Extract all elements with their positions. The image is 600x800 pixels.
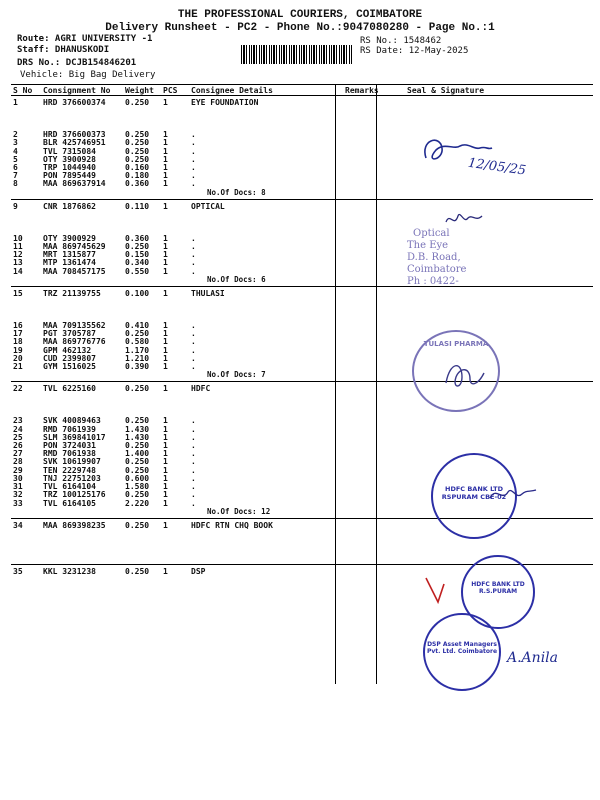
cell-consignee: . — [191, 329, 196, 339]
cell-weight: 1.430 — [125, 424, 150, 434]
cell-weight: 1.580 — [125, 482, 150, 492]
cell-remarks — [343, 259, 387, 267]
cell-sno: 28 — [13, 457, 23, 467]
cell-remarks — [343, 172, 387, 180]
cell-consignment: MAA 869745629 — [43, 242, 106, 252]
cell-consignment: KKL 3231238 — [43, 566, 96, 576]
company-name: THE PROFESSIONAL COURIERS, COIMBATORE — [177, 9, 423, 21]
cell-sno: 19 — [13, 345, 23, 355]
cell-sno: 7 — [13, 171, 18, 181]
cell-remarks — [343, 426, 387, 434]
cell-remarks — [343, 156, 387, 164]
cell-weight: 1.430 — [125, 432, 150, 442]
cell-consignee: HDFC — [191, 384, 211, 394]
cell-signature — [387, 417, 593, 425]
cell-sno: 15 — [13, 288, 23, 298]
cell-pcs: 1 — [163, 520, 168, 530]
cell-consignment: TVL 7315084 — [43, 146, 96, 156]
cell-weight: 0.250 — [125, 242, 150, 252]
cell-consignee: . — [191, 345, 196, 355]
cell-consignee: . — [191, 432, 196, 442]
cell-consignee: . — [191, 482, 196, 492]
cell-sno: 23 — [13, 416, 23, 426]
cell-consignment: TVL 6164105 — [43, 498, 96, 508]
cell-sno: 32 — [13, 490, 23, 500]
docs-count: No.Of Docs: 12 — [207, 506, 271, 516]
cell-pcs: 1 — [163, 258, 168, 268]
cell-pcs: 1 — [163, 250, 168, 260]
cell-remarks — [343, 139, 387, 147]
cell-pcs: 1 — [163, 457, 168, 467]
cell-pcs: 1 — [163, 321, 168, 331]
cell-weight: 0.600 — [125, 473, 150, 483]
signature-dsp — [505, 640, 575, 670]
cell-sno: 26 — [13, 441, 23, 451]
cell-weight: 0.580 — [125, 337, 150, 347]
cell-weight: 0.250 — [125, 138, 150, 148]
cell-consignee: . — [191, 441, 196, 451]
cell-consignee: . — [191, 146, 196, 156]
runsheet-title: Delivery Runsheet - PC2 - Phone No.:9047080280 - Page No.:1 — [105, 22, 495, 34]
table-row — [11, 180, 593, 188]
dsp-stamp: DSP Asset Managers Pvt. Ltd. Coimbatore — [423, 613, 501, 691]
cell-consignment: RMD 7061938 — [43, 449, 96, 459]
cell-pcs: 1 — [163, 345, 168, 355]
cell-weight: 0.250 — [125, 490, 150, 500]
cell-consignment: SLM 369841017 — [43, 432, 106, 442]
cell-pcs: 1 — [163, 233, 168, 243]
cell-pcs: 1 — [163, 465, 168, 475]
cell-remarks — [343, 417, 387, 425]
cell-remarks — [343, 483, 387, 491]
cell-weight: 0.250 — [125, 384, 150, 394]
cell-sno: 3 — [13, 138, 18, 148]
cell-remarks — [343, 96, 387, 108]
cell-remarks — [343, 148, 387, 156]
cell-remarks — [343, 518, 387, 530]
cell-pcs: 1 — [163, 179, 168, 189]
cell-consignment: MAA 869637914 — [43, 179, 106, 189]
col-remarks: Remarks — [343, 85, 387, 96]
table-row — [11, 268, 593, 276]
signature-1 — [418, 120, 528, 180]
cell-weight: 0.250 — [125, 98, 150, 107]
cell-weight: 1.170 — [125, 345, 150, 355]
cell-consignment: TEN 2229748 — [43, 465, 96, 475]
table-row — [11, 251, 593, 259]
cell-weight: 0.250 — [125, 441, 150, 451]
cell-weight: 0.100 — [125, 288, 150, 298]
cell-consignee: HDFC RTN CHQ BOOK — [191, 520, 273, 530]
docs-count — [189, 530, 593, 565]
drs-number: DRS No.: DCJB154846201 — [17, 58, 137, 68]
cell-consignment: HRD 376600373 — [43, 130, 106, 140]
cell-consignment: PGT 3705787 — [43, 329, 96, 339]
cell-weight: 0.250 — [125, 465, 150, 475]
cell-sno: 1 — [13, 98, 18, 107]
cell-consignee: . — [191, 258, 196, 268]
docs-row — [11, 371, 593, 382]
cell-weight: 0.250 — [125, 329, 150, 339]
signature-3 — [440, 355, 500, 395]
cell-weight: 0.250 — [125, 457, 150, 467]
cell-consignee: . — [191, 171, 196, 181]
table-row — [11, 243, 593, 251]
cell-weight: 0.340 — [125, 258, 150, 268]
cell-sno: 24 — [13, 424, 23, 434]
table-row — [11, 199, 593, 211]
cell-signature — [387, 322, 593, 330]
col-signature: Seal & Signature — [387, 85, 593, 96]
cell-sno: 10 — [13, 233, 23, 243]
vehicle: Vehicle: Big Bag Delivery — [20, 70, 156, 80]
table-row — [11, 347, 593, 355]
cell-pcs: 1 — [163, 482, 168, 492]
cell-pcs: 1 — [163, 171, 168, 181]
cell-remarks — [343, 450, 387, 458]
cell-consignee: . — [191, 154, 196, 164]
spacer-row — [11, 298, 593, 322]
spacer-row — [11, 211, 593, 235]
red-check-mark — [424, 574, 454, 608]
cell-remarks — [343, 131, 387, 139]
cell-pcs: 1 — [163, 353, 168, 363]
cell-signature — [387, 442, 593, 450]
cell-pcs: 1 — [163, 201, 168, 211]
cell-consignment: MAA 709135562 — [43, 321, 106, 331]
cell-consignment: TVL 6164104 — [43, 482, 96, 492]
cell-pcs: 1 — [163, 138, 168, 148]
cell-weight: 0.250 — [125, 146, 150, 156]
cell-sno: 6 — [13, 163, 18, 173]
col-weight: Weight — [123, 85, 161, 96]
docs-count: No.Of Docs: 7 — [207, 370, 266, 380]
cell-weight: 0.250 — [125, 566, 150, 576]
cell-sno: 8 — [13, 179, 18, 189]
rs-date: RS Date: 12-May-2025 — [360, 46, 469, 56]
cell-consignment: PON 3724031 — [43, 441, 96, 451]
cell-pcs: 1 — [163, 163, 168, 173]
cell-remarks — [343, 268, 387, 276]
cell-consignment: GYM 1516025 — [43, 362, 96, 372]
spacer-row — [11, 393, 593, 417]
cell-sno: 21 — [13, 362, 23, 372]
cell-consignment: MAA 869398235 — [43, 520, 106, 530]
cell-weight: 0.250 — [125, 520, 150, 530]
cell-sno: 35 — [13, 566, 23, 576]
cell-weight: 0.390 — [125, 362, 150, 372]
cell-remarks — [343, 164, 387, 172]
cell-remarks — [343, 243, 387, 251]
cell-consignee: . — [191, 242, 196, 252]
cell-remarks — [343, 564, 387, 576]
cell-pcs: 1 — [163, 242, 168, 252]
hdfc-stamp-1: HDFC BANK LTD RSPURAM CBE-02 — [431, 453, 517, 539]
cell-remarks — [343, 235, 387, 243]
barcode — [241, 45, 353, 64]
hdfc-stamp-2: HDFC BANK LTD R.S.PURAM — [461, 555, 535, 629]
cell-pcs: 1 — [163, 424, 168, 434]
cell-weight: 0.360 — [125, 233, 150, 243]
cell-weight: 0.150 — [125, 250, 150, 260]
cell-consignee: . — [191, 498, 196, 508]
cell-pcs: 1 — [163, 449, 168, 459]
cell-sno: 20 — [13, 353, 23, 363]
docs-row — [11, 276, 593, 287]
table-row — [11, 363, 593, 371]
cell-consignment: TRZ 100125176 — [43, 490, 106, 500]
cell-pcs: 1 — [163, 266, 168, 276]
cell-consignment: TRP 1044940 — [43, 163, 96, 173]
cell-pcs: 1 — [163, 490, 168, 500]
cell-remarks — [343, 500, 387, 508]
cell-sno: 13 — [13, 258, 23, 268]
cell-consignment: OTY 3900928 — [43, 154, 96, 164]
cell-remarks — [343, 434, 387, 442]
cell-sno: 25 — [13, 432, 23, 442]
table-row — [11, 434, 593, 442]
cell-sno: 33 — [13, 498, 23, 508]
cell-sno: 9 — [13, 201, 18, 211]
cell-remarks — [343, 199, 387, 211]
cell-consignee: . — [191, 250, 196, 260]
cell-signature — [387, 426, 593, 434]
signature-2 — [444, 208, 484, 230]
cell-sno: 29 — [13, 465, 23, 475]
table-header-row — [11, 85, 593, 96]
cell-signature — [387, 199, 593, 211]
cell-consignee: . — [191, 457, 196, 467]
cell-sno: 34 — [13, 520, 23, 530]
cell-signature — [387, 330, 593, 338]
cell-consignment: SVK 10619907 — [43, 457, 101, 467]
route: Route: AGRI UNIVERSITY -1 — [17, 34, 153, 44]
cell-remarks — [343, 458, 387, 466]
cell-signature — [387, 286, 593, 298]
cell-consignment: RMD 7061939 — [43, 424, 96, 434]
cell-consignee: . — [191, 163, 196, 173]
table-row — [11, 322, 593, 330]
cell-sno: 12 — [13, 250, 23, 260]
docs-row — [11, 189, 593, 200]
cell-consignment: MAA 869776776 — [43, 337, 106, 347]
cell-consignment: MTP 1361474 — [43, 258, 96, 268]
cell-sno: 16 — [13, 321, 23, 331]
cell-remarks — [343, 251, 387, 259]
cell-consignee: . — [191, 337, 196, 347]
cell-remarks — [343, 491, 387, 499]
cell-remarks — [343, 180, 387, 188]
cell-consignee: . — [191, 465, 196, 475]
cell-consignment: CNR 1876862 — [43, 201, 96, 211]
cell-consignment: CUD 2399807 — [43, 353, 96, 363]
cell-consignee: . — [191, 353, 196, 363]
cell-consignment: TNJ 22751203 — [43, 473, 101, 483]
col-consignment: Consignment No — [41, 85, 123, 96]
cell-weight: 1.400 — [125, 449, 150, 459]
cell-sno: 2 — [13, 130, 18, 140]
cell-consignment: GPM 462132 — [43, 345, 92, 355]
cell-sno: 31 — [13, 482, 23, 492]
col-consignee: Consignee Details — [189, 85, 343, 96]
cell-consignee: . — [191, 449, 196, 459]
table-row — [11, 96, 593, 108]
cell-sno: 11 — [13, 242, 23, 252]
cell-weight: 0.250 — [125, 130, 150, 140]
cell-sno: 18 — [13, 337, 23, 347]
cell-sno: 30 — [13, 473, 23, 483]
cell-pcs: 1 — [163, 146, 168, 156]
cell-pcs: 1 — [163, 130, 168, 140]
cell-consignment: TRZ 21139755 — [43, 288, 101, 298]
cell-consignment: HRD 376600374 — [43, 98, 106, 107]
cell-weight: 0.160 — [125, 163, 150, 173]
cell-consignee: . — [191, 321, 196, 331]
signature-4 — [488, 482, 538, 506]
cell-weight: 0.410 — [125, 321, 150, 331]
cell-pcs: 1 — [163, 337, 168, 347]
cell-consignment: BLR 425746951 — [43, 138, 106, 148]
docs-count: No.Of Docs: 8 — [207, 187, 266, 197]
table-row — [11, 458, 593, 466]
cell-consignee: . — [191, 362, 196, 372]
cell-consignee: . — [191, 473, 196, 483]
cell-weight: 2.220 — [125, 498, 150, 508]
cell-sno: 14 — [13, 266, 23, 276]
cell-sno: 22 — [13, 384, 23, 394]
cell-consignee: DSP — [191, 566, 206, 576]
docs-count: No.Of Docs: 6 — [207, 274, 266, 284]
cell-consignee: . — [191, 138, 196, 148]
table-row — [11, 382, 593, 394]
cell-sno: 5 — [13, 154, 18, 164]
staff: Staff: DHANUSKODI — [17, 45, 110, 55]
cell-weight: 0.550 — [125, 266, 150, 276]
cell-consignee: . — [191, 266, 196, 276]
cell-consignee: . — [191, 424, 196, 434]
cell-pcs: 1 — [163, 329, 168, 339]
cell-consignee: . — [191, 179, 196, 189]
cell-weight: 0.110 — [125, 201, 150, 211]
cell-pcs: 1 — [163, 288, 168, 298]
cell-pcs: 1 — [163, 498, 168, 508]
cell-pcs: 1 — [163, 384, 168, 394]
cell-consignment: MRT 1315877 — [43, 250, 96, 260]
cell-consignee: EYE FOUNDATION — [191, 98, 259, 107]
cell-remarks — [343, 382, 387, 394]
cell-pcs: 1 — [163, 98, 168, 107]
cell-remarks — [343, 338, 387, 346]
cell-pcs: 1 — [163, 441, 168, 451]
cell-remarks — [343, 475, 387, 483]
col-sno: S No — [11, 85, 41, 96]
thulasi-stamp: TULASI PHARMA — [412, 330, 500, 412]
cell-consignment: TVL 6225160 — [43, 384, 96, 394]
cell-pcs: 1 — [163, 566, 168, 576]
optical-stamp: Optical The Eye D.B. Road, Coimbatore Ph : 0422- — [407, 228, 467, 287]
cell-weight: 0.180 — [125, 171, 150, 181]
table-row — [11, 417, 593, 425]
svg-text:A.Anila: A.Anila — [507, 650, 558, 666]
cell-weight: 0.360 — [125, 179, 150, 189]
cell-weight: 0.250 — [125, 154, 150, 164]
cell-pcs: 1 — [163, 473, 168, 483]
cell-sno: 4 — [13, 146, 18, 156]
cell-pcs: 1 — [163, 416, 168, 426]
cell-consignee: . — [191, 416, 196, 426]
table-row — [11, 286, 593, 298]
cell-signature — [387, 434, 593, 442]
cell-consignee: THULASI — [191, 288, 225, 298]
cell-pcs: 1 — [163, 362, 168, 372]
cell-remarks — [343, 286, 387, 298]
cell-remarks — [343, 363, 387, 371]
cell-signature — [387, 180, 593, 188]
cell-consignment: SVK 40089463 — [43, 416, 101, 426]
table-row — [11, 355, 593, 363]
cell-pcs: 1 — [163, 432, 168, 442]
table-row — [11, 442, 593, 450]
cell-consignee: OPTICAL — [191, 201, 225, 211]
cell-remarks — [343, 467, 387, 475]
cell-consignee: . — [191, 130, 196, 140]
col-pcs: PCS — [161, 85, 189, 96]
cell-weight: 0.250 — [125, 416, 150, 426]
cell-remarks — [343, 355, 387, 363]
cell-remarks — [343, 330, 387, 338]
cell-remarks — [343, 442, 387, 450]
handwritten-date: 12/05/25 — [466, 155, 527, 179]
cell-consignment: OTY 3900929 — [43, 233, 96, 243]
cell-consignment: PON 7895449 — [43, 171, 96, 181]
cell-weight: 1.210 — [125, 353, 150, 363]
cell-consignment: MAA 708457175 — [43, 266, 106, 276]
cell-sno: 17 — [13, 329, 23, 339]
cell-signature — [387, 96, 593, 108]
cell-sno: 27 — [13, 449, 23, 459]
cell-pcs: 1 — [163, 154, 168, 164]
rs-number: RS No.: 1548462 — [360, 36, 442, 46]
cell-remarks — [343, 347, 387, 355]
cell-remarks — [343, 322, 387, 330]
table-row — [11, 338, 593, 346]
cell-consignee: . — [191, 233, 196, 243]
cell-consignee: . — [191, 490, 196, 500]
